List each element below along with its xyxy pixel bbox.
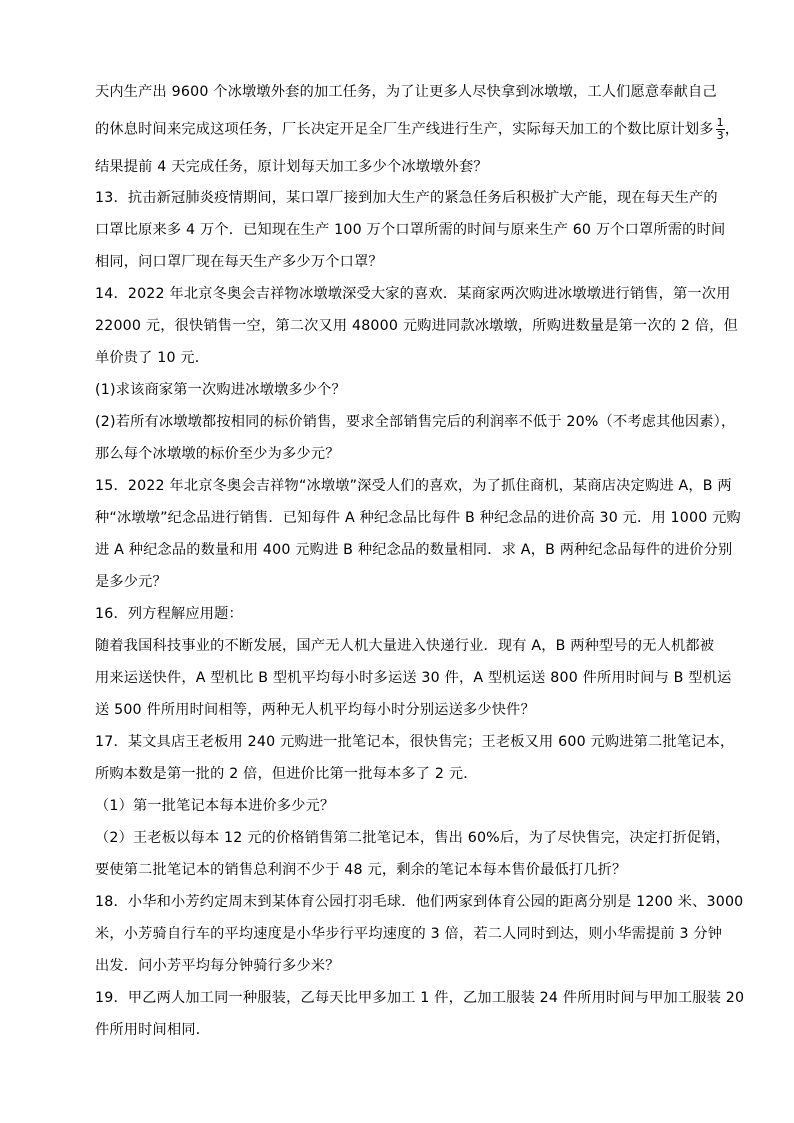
fraction-one-third bbox=[716, 117, 725, 142]
text-line: 件所用时间相同． bbox=[95, 1022, 211, 1038]
question-13: 13．抗击新冠肺炎疫情期间，某口罩厂接到加大生产的紧急任务后积极扩大产能，现在每天生产的 bbox=[95, 190, 718, 206]
text-line: 口罩比原来多 4 万个．已知现在生产 100 万个口罩所需的时间与原来生产 60 万个口罩所需的时间 bbox=[95, 222, 726, 238]
text-line: 随着我国科技事业的不断发展，国产无人机大量进入快递行业．现有 A，B 两种型号的无人机都被 bbox=[95, 638, 715, 654]
fraction-numerator: 1 bbox=[716, 116, 724, 129]
text-line: 那么每个冰墩墩的标价至少为多少元？ bbox=[95, 446, 340, 462]
text-line: 所购本数是第一批的 2 倍，但进价比第一批每本多了 2 元． bbox=[95, 766, 478, 782]
text-line: 米，小芳骑自行车的平均速度是小华步行平均速度的 3 倍，若二人同时到达，则小华需提前 3 分钟 bbox=[95, 926, 723, 942]
question-19: 19．甲乙两人加工同一种服装，乙每天比甲多加工 1 件，乙加工服装 24 件所用时间与甲加工服装 20 bbox=[95, 990, 745, 1006]
text-segment: ， bbox=[724, 121, 740, 138]
text-line: 相同，问口罩厂现在每天生产多少万个口罩？ bbox=[95, 254, 383, 270]
text-line: 种“冰墩墩”纪念品进行销售．已知每件 A 种纪念品比每件 B 种纪念品的进价高 30 元．用 1000 元购 bbox=[95, 510, 741, 526]
fraction-denominator: 3 bbox=[716, 129, 724, 142]
text-line: 出发．问小芳平均每分钟骑行多少米？ bbox=[95, 958, 340, 974]
text-line: 是多少元？ bbox=[95, 574, 167, 590]
sub-question: （1）第一批笔记本每本进价多少元？ bbox=[95, 798, 335, 814]
text-line: 用来运送快件，A 型机比 B 型机平均每小时多运送 30 件，A 型机运送 800 件所用时间与 B 型机运 bbox=[95, 670, 732, 686]
sub-question: (1)求该商家第一次购进冰墩墩多少个？ bbox=[95, 382, 346, 398]
text-line bbox=[95, 116, 740, 142]
text-line: 22000 元，很快销售一空，第二次又用 48000 元购进同款冰墩墩，所购进数量是第一次的 2 倍，但 bbox=[95, 318, 738, 334]
text-line: 送 500 件所用时间相等，两种无人机平均每小时分别运送多少快件？ bbox=[95, 702, 535, 718]
text-line: 进 A 种纪念品的数量和用 400 元购进 B 种纪念品的数量相同．求 A，B 两种纪念品每件的进价分别 bbox=[95, 542, 733, 558]
text-line: 天内生产出 9600 个冰墩墩外套的加工任务，为了让更多人尽快拿到冰墩墩，工人们愿意奉献自己 bbox=[95, 84, 717, 100]
question-16: 16．列方程解应用题： bbox=[95, 606, 243, 622]
text-line: 单价贵了 10 元． bbox=[95, 350, 210, 366]
question-17: 17．某文具店王老板用 240 元购进一批笔记本，很快售完；王老板又用 600 元购进第二批笔记本， bbox=[95, 734, 735, 750]
question-18: 18．小华和小芳约定周末到某体育公园打羽毛球．他们两家到体育公园的距离分别是 1200 米、3000 bbox=[95, 894, 744, 910]
text-segment: 的休息时间来完成这项任务，厂长决定开足全厂生产线进行生产，实际每天加工的个数比原计划多 bbox=[95, 121, 714, 138]
sub-question: （2）王老板以每本 12 元的价格销售第二批笔记本，售出 60%后，为了尽快售完，决定打折促销， bbox=[95, 830, 731, 846]
text-line: 结果提前 4 天完成任务，原计划每天加工多少个冰墩墩外套？ bbox=[95, 159, 488, 175]
question-14: 14．2022 年北京冬奥会吉祥物冰墩墩深受大家的喜欢．某商家两次购进冰墩墩进行销售，第一次用 bbox=[95, 286, 731, 302]
text-line: 要使第二批笔记本的销售总利润不少于 48 元，剩余的笔记本每本售价最低打几折？ bbox=[95, 862, 627, 878]
sub-question: (2)若所有冰墩墩都按相同的标价销售，要求全部销售完后的利润率不低于 20%（不考虑其他因素）， bbox=[95, 414, 736, 430]
question-15: 15．2022 年北京冬奥会吉祥物“冰墩墩”深受人们的喜欢，为了抓住商机，某商店决定购进 A，B 两 bbox=[95, 478, 732, 494]
